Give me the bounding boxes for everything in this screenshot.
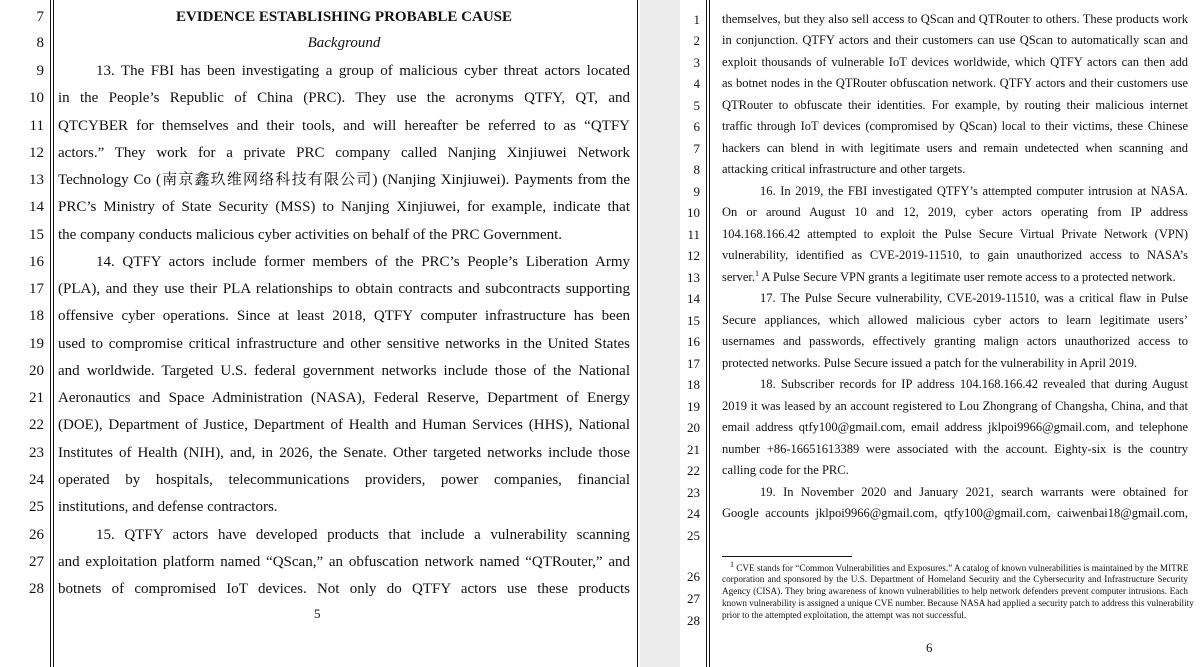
text-line: QTRouter to obfuscate their identities. For example, by routing their malicious internet [722, 98, 1188, 112]
text-line: and exploitation platform named “QScan,” an obfuscation network named “QTRouter,” and [58, 554, 630, 570]
text-line: 2019 it was leased by an account registered to Lou Zhongrang of Changsha, China, and that [722, 399, 1188, 413]
text-line: usernames and passwords, effectively granting malign actors unauthorized access to [722, 334, 1188, 348]
text-line: QTCYBER for themselves and their tools, and will hereafter be referred to as “QTFY [58, 118, 630, 134]
text-line: attacking critical infrastructure and other targets. [722, 162, 966, 176]
line-number: 16 [687, 334, 700, 349]
text-line: actors.” They work for a private PRC company called Nanjing Xinjiuwei Network [58, 145, 630, 161]
line-number: 13 [29, 172, 44, 188]
line-number: 3 [693, 55, 700, 70]
line-number: 2 [693, 33, 700, 48]
text-line: number +86-16651613389 were associated with the account. Eighty-six is the country [722, 442, 1188, 456]
section-heading: EVIDENCE ESTABLISHING PROBABLE CAUSE [175, 9, 513, 25]
text-line: the company conducts malicious cyber activities on behalf of the PRC Government. [58, 227, 563, 243]
text-line: in conjunction. QTFY actors and their customers can use QScan to automatically scan and [722, 33, 1188, 47]
line-number: 12 [687, 248, 700, 263]
line-number: 8 [36, 35, 44, 51]
text-line: offensive cyber operations. Since at least 2018, QTFY computer infrastructure has been [58, 308, 630, 324]
footnote-line: corporation and sponsored by the U.S. Department of Homeland Security and the Cybersecurity and Infrastructure Security [722, 574, 1188, 584]
text-line: 104.168.166.42 attempted to exploit the Pulse Secure Virtual Private Network (VPN) [722, 227, 1188, 241]
line-number: 19 [687, 399, 700, 414]
text-line: operated by hospitals, telecommunications providers, power companies, financial [58, 472, 630, 488]
text-line: 18. Subscriber records for IP address 104.168.166.42 revealed that during August [760, 377, 1188, 391]
text-line: exploit thousands of vulnerable IoT devices worldwide, which QTFY actors can then add [722, 55, 1188, 69]
text-line: Institutes of Health (NIH), and, in 2026, the Senate. Other targeted networks include those [58, 445, 630, 461]
section-subheading: Background [307, 35, 381, 51]
text-line: 13. The FBI has been investigating a group of malicious cyber threat actors located [96, 63, 630, 79]
text-fragment: server. [722, 270, 755, 284]
line-number: 26 [29, 527, 44, 543]
text-line: Aeronautics and Space Administration (NASA), Federal Reserve, Department of Energy [58, 390, 630, 406]
text-line: hackers can blend in with legitimate users and remain undetected when scanning and [722, 141, 1188, 155]
text-line: botnets of compromised IoT devices. Not only do QTFY actors use these products [58, 581, 630, 597]
line-number: 15 [29, 227, 44, 243]
footnote-line: Agency (CISA). They bring awareness of known vulnerabilities to help network defenders prevent computer intrusions. Each [722, 586, 1188, 596]
footnote-line: prior to the attempted exploitation, the attempt was not successful. [722, 610, 967, 620]
margin-rule-outer [53, 0, 54, 667]
margin-rule-inner [50, 0, 51, 667]
line-number: 14 [29, 199, 44, 215]
text-line: as botnet nodes in the QTRouter obfuscation network. QTFY actors and their customers use [722, 76, 1188, 90]
text-line: Secure appliances, which allowed malicious cyber actors to learn legitimate users’ [722, 313, 1188, 327]
line-number: 20 [29, 363, 44, 379]
line-number: 24 [687, 506, 700, 521]
line-number: 20 [687, 420, 700, 435]
text-line: 19. In November 2020 and January 2021, search warrants were obtained for [760, 485, 1188, 499]
line-number: 23 [29, 445, 44, 461]
line-number: 14 [687, 291, 700, 306]
text-line: institutions, and defense contractors. [58, 499, 278, 515]
document-page-6 [680, 0, 1200, 667]
text-line: (DOE), Department of Justice, Department of Health and Human Services (HHS), National [58, 417, 630, 433]
text-fragment: A Pulse Secure VPN grants a legitimate user remote access to a protected network. [758, 270, 1176, 284]
line-number: 25 [29, 499, 44, 515]
line-number: 16 [29, 254, 44, 270]
text-line: traffic through IoT devices (compromised by QScan) local to their victims, these Chinese [722, 119, 1188, 133]
text-line: PRC’s Ministry of State Security (MSS) to Nanjing Xinjiuwei, for example, indicate that [58, 199, 630, 215]
line-number: 10 [687, 205, 700, 220]
line-number: 24 [29, 472, 44, 488]
line-number: 9 [693, 184, 700, 199]
line-number: 15 [687, 313, 700, 328]
line-number: 11 [29, 118, 44, 134]
text-line: 16. In 2019, the FBI investigated QTFY’s attempted computer intrusion at NASA. [760, 184, 1188, 198]
text-line: On or around August 10 and 12, 2019, cyber actors operating from IP address [722, 205, 1188, 219]
line-number: 27 [687, 591, 700, 606]
line-number: 13 [687, 270, 700, 285]
line-number: 21 [687, 442, 700, 457]
text-line: 14. QTFY actors include former members of the PRC’s People’s Liberation Army [96, 254, 630, 270]
line-number: 1 [693, 12, 700, 27]
line-number: 9 [36, 63, 44, 79]
footnote-divider [722, 556, 852, 557]
line-number: 28 [687, 613, 700, 628]
line-number: 7 [36, 9, 44, 25]
text-line: and worldwide. Targeted U.S. federal government networks include those of the National [58, 363, 630, 379]
page-number: 5 [314, 606, 321, 621]
line-number: 4 [693, 76, 700, 91]
footnote-marker: 1 [730, 559, 734, 569]
text-line: themselves, but they also sell access to QScan and QTRouter to others. These products work [722, 12, 1188, 26]
text-line: 17. The Pulse Secure vulnerability, CVE-2019-11510, was a critical flaw in Pulse [760, 291, 1188, 305]
text-line: email address qtfy100@gmail.com, email address jklpoi9966@gmail.com, and telephone [722, 420, 1188, 434]
text-line: in the People’s Republic of China (PRC). They use the acronyms QTFY, QT, and [58, 90, 630, 106]
line-number: 10 [29, 90, 44, 106]
line-number: 28 [29, 581, 44, 597]
margin-rule-outer [709, 0, 710, 667]
line-number: 27 [29, 554, 44, 570]
line-number: 22 [29, 417, 44, 433]
line-number: 12 [29, 145, 44, 161]
footnote-text: CVE stands for “Common Vulnerabilities and Exposures.” A catalog of known vulnerabilities is maintained by the MITRE [736, 563, 1189, 573]
line-number: 25 [687, 528, 700, 543]
line-number: 7 [693, 141, 700, 156]
text-line: calling code for the PRC. [722, 463, 849, 477]
footnote-line: known vulnerability is assigned a unique CVE number. Because NASA had applied a security patch to address this vulnerability [722, 598, 1194, 608]
line-number: 22 [687, 463, 700, 478]
page-number: 6 [926, 640, 933, 655]
footnote-line-1 [722, 559, 1189, 573]
line-number: 17 [29, 281, 44, 297]
text-line: protected networks. Pulse Secure issued a patch for the vulnerability in April 2019. [722, 356, 1138, 370]
line-number: 21 [29, 390, 44, 406]
text-line: Google accounts jklpoi9966@gmail.com, qtfy100@gmail.com, caiwenbai18@gmail.com, [722, 506, 1188, 520]
text-line: vulnerability, identified as CVE-2019-11510, to gain unauthorized access to NASA’s [722, 248, 1188, 262]
line-number: 18 [29, 308, 44, 324]
text-line: Technology Co (南京鑫玖维网络科技有限公司) (Nanjing Xinjiuwei). Payments from the [58, 172, 630, 188]
text-line: used to compromise critical infrastructure and other sensitive networks in the United States [58, 336, 630, 352]
margin-rule-inner [706, 0, 707, 667]
line-number: 23 [687, 485, 700, 500]
line-number: 26 [687, 569, 700, 584]
text-line: (PLA), and they use their PLA relationships to obtain contracts and subcontracts supporting [58, 281, 630, 297]
line-number: 5 [693, 98, 700, 113]
margin-rule-right [637, 0, 638, 667]
line-number: 19 [29, 336, 44, 352]
text-line-with-footnote [722, 268, 1188, 284]
line-number: 6 [693, 119, 700, 134]
line-number: 17 [687, 356, 700, 371]
footnote-reference: 1 [754, 268, 759, 278]
line-number: 8 [693, 162, 700, 177]
line-number: 11 [687, 227, 700, 242]
text-line: 15. QTFY actors have developed products that include a vulnerability scanning [96, 527, 630, 543]
line-number: 18 [687, 377, 700, 392]
page-gutter [640, 0, 680, 667]
